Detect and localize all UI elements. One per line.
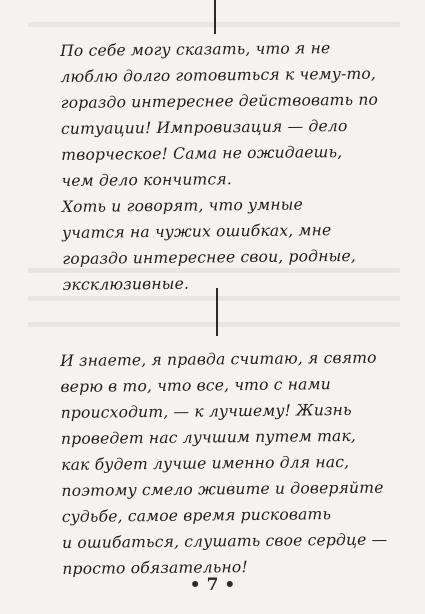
text-line: и ошибаться, слушать свое сердце — bbox=[61, 530, 388, 552]
text-line: чем дело кончится. bbox=[61, 170, 233, 190]
text-line: По себе могу сказать, что я не bbox=[60, 39, 331, 60]
text-line: Хоть и говорят, что умные bbox=[61, 195, 304, 216]
paragraph-2 bbox=[60, 345, 392, 582]
page-number: • 7 • bbox=[189, 575, 236, 595]
text-line: гораздо интереснее действовать по bbox=[60, 90, 379, 112]
text-line: творческое! Сама не ожидаешь, bbox=[61, 143, 343, 164]
top-divider-line bbox=[214, 0, 216, 34]
text-line: И знаете, я правда считаю, я свято bbox=[60, 348, 377, 370]
text-line: судьбе, самое время рисковать bbox=[61, 505, 332, 526]
text-line: поэтому смело живите и доверяйте bbox=[61, 478, 384, 500]
middle-divider-line bbox=[216, 288, 218, 336]
text-line: просто обязательно! bbox=[62, 558, 248, 578]
show-through-band bbox=[28, 322, 400, 327]
text-line: гораздо интереснее свои, родные, bbox=[62, 246, 357, 268]
text-line: эксклюзивные. bbox=[62, 274, 190, 294]
paragraph-1 bbox=[60, 35, 393, 298]
text-line: проведет нас лучшим путем так, bbox=[60, 426, 357, 448]
text-line: люблю долго готовиться к чему-то, bbox=[60, 64, 377, 86]
text-line: учатся на чужих ошибках, мне bbox=[61, 221, 332, 242]
text-line: как будет лучше именно для нас, bbox=[61, 452, 350, 474]
text-line: верю в то, что все, что с нами bbox=[60, 375, 331, 396]
text-line: ситуации! Импровизация — дело bbox=[60, 116, 348, 138]
text-line: происходит, — к лучшему! Жизнь bbox=[60, 400, 352, 422]
